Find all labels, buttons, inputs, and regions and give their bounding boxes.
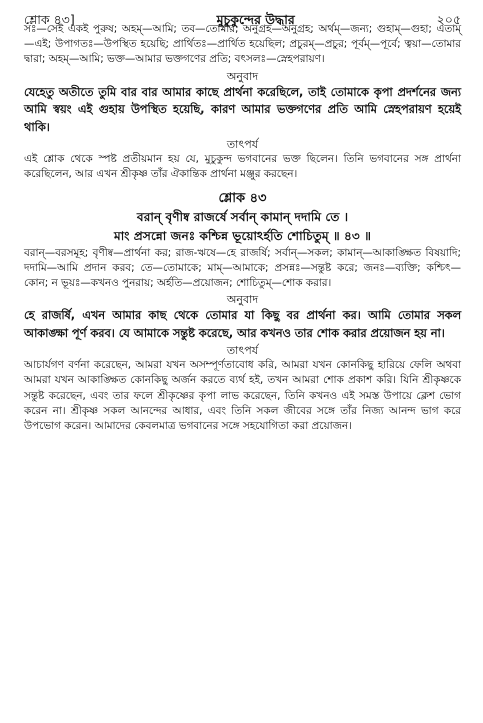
verse-line-1: বরান্ বৃণীষ্ব রাজর্ষে সর্বান্ কামান্ দদামি তে । <box>136 209 349 224</box>
purport-heading-2: তাৎপর্য <box>226 344 259 358</box>
synonyms-block-2: বরান্—বরসমূহ; বৃণীষ্ব—প্রার্থনা কর; রাজ-ঋষে—হে রাজর্ষি; সর্বান্—সকল; কামান্—আকাঙ্ক্ষিত বিষয়াদি; দদামি—আমি প্রদান করব; তে—তোমাকে; মাম্—আমাকে; প্রসন্নঃ—সন্তুষ্ট করে; জনঃ—ব্যক্তি; কশ্চিৎ—কোন; ন ভূয়ঃ—কখনও পুনরায়; অর্হতি—প্রয়োজন; শোচিতুম্—শোক করার। <box>24 246 461 289</box>
purport-2: আচার্যগণ বর্ণনা করেছেন, আমরা যখন অসম্পূর্ণতাবোধ করি, আমরা যখন কোনকিছু হারিয়ে ফেলি অথবা আমরা যখন আকাঙ্ক্ষিত কোনকিছু অর্জন করতে ব্যর্থ হই, তখন আমরা শোক প্রকাশ করি। যিনি শ্রীকৃষ্ণকে সন্তুষ্ট করেছেন, এবং তার ফলে শ্রীকৃষ্ণের কৃপা লাভ করেছেন, তিনি কখনও এই সমস্ত উপায়ে ক্লেশ ভোগ করেন না। শ্রীকৃষ্ণ সকল আনন্দের আধার, এবং তিনি সকল জীবের সঙ্গে তাঁর নিজ্য আনন্দ ভাগ করে উপভোগ করেন। আমাদের কেবলমাত্র ভগবানের সঙ্গে সহযোগিতা করা প্রয়োজন। <box>24 359 461 432</box>
translation-2: হে রাজর্ষি, এখন আমার কাছ থেকে তোমার যা কিছু বর প্রার্থনা কর। আমি তোমার সকল আকাঙ্ক্ষা পূর্ণ করব। যে আমাকে সন্তুষ্ট করেছে, আর কখনও তার শোক করার প্রয়োজন হয় না। <box>24 309 461 340</box>
purport-heading-1: তাৎপর্য <box>226 138 259 152</box>
verse-title: শ্লোক ৪৩ <box>218 190 267 206</box>
header-chapter-title: মুচুকুন্দের উদ্ধার <box>216 12 295 27</box>
translation-heading-2: অনুবাদ <box>226 293 259 307</box>
synonyms-block-1: সঃ—সেই একই পুরুষ; অহম্—আমি; তব—তোমার; অনুগ্রহ—অনুগ্রহ; অর্থম্—জন্য; গুহাম্—গুহা; এতাম্—এই; উপাগতঃ—উপস্থিত হয়েছি; প্রার্থিতঃ—প্রার্থিত হয়েছিল; প্রচুরম্—প্রচুর; পূর্বম্—পূর্বে; ত্বয়া—তোমার দ্বারা; অহম্—আমি; ভক্ত—আমার ভক্তগণের প্রতি; বৎসলঃ—স্নেহপরায়ণ। <box>24 23 461 66</box>
header-page-number: ২০৫ <box>436 12 461 27</box>
page-header <box>24 0 461 27</box>
translation-1: যেহেতু অতীতে তুমি বার বার আমার কাছে প্রার্থনা করেছিলে, তাই তোমাকে কৃপা প্রদর্শনের জন্য আমি স্বয়ং এই গুহায় উপস্থিত হয়েছি, কারণ আমার ভক্তগণের প্রতি আমি স্নেহপরায়ণ হয়েই থাকি। <box>24 85 461 134</box>
purport-1: এই শ্লোক থেকে স্পষ্ট প্রতীয়মান হয় যে, মুচুকুন্দ ভগবানের ভক্ত ছিলেন। তিনি ভগবানের সঙ্গ প্রার্থনা করেছিলেন, আর এখন শ্রীকৃষ্ণ তাঁর ঐকান্তিক প্রার্থনা মঞ্জুর করছেন। <box>24 153 461 181</box>
translation-heading-1: অনুবাদ <box>226 69 259 83</box>
header-verse-ref: শ্লোক ৪৩] <box>24 12 75 27</box>
page-body <box>24 22 461 434</box>
verse-line-2: মাং প্রসন্নো জনঃ কশ্চিন্ন ভূয়োঽর্হতি শোচিতুম্ ॥ ৪৩ ॥ <box>114 228 371 243</box>
